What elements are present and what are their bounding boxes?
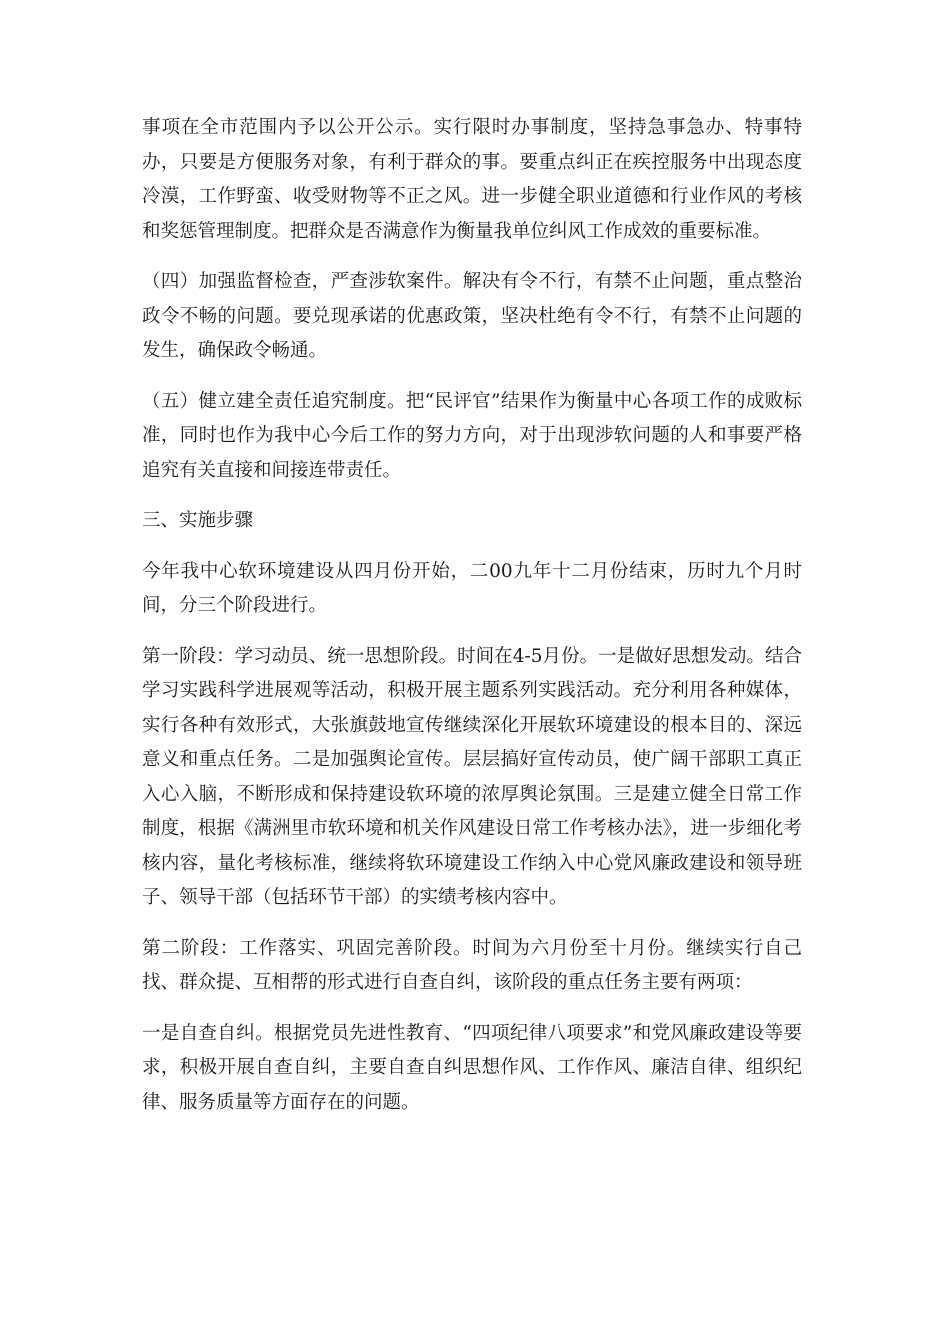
paragraph-self-inspection: 一是自查自纠。根据党员先进性教育、“四项纪律八项要求”和党风廉政建设等要求，积极开展自查自纠，主要自查自纠思想作风、工作作风、廉洁自律、组织纪律、服务质量等方面存在的问题。 (142, 1022, 802, 1113)
paragraph-stage-two: 第二阶段：工作落实、巩固完善阶段。时间为六月份至十月份。继续实行自己找、群众提、互相帮的形式进行自查自纠，该阶段的重点任务主要有两项： (142, 937, 802, 993)
paragraph-stage-one: 第一阶段：学习动员、统一思想阶段。时间在4-5月份。一是做好思想发动。结合学习实践科学进展观等活动，积极开展主题系列实践活动。充分利用各种媒体，实行各种有效形式，大张旗鼓地宣传继续深化开展软环境建设的根本目的、深远意义和重点任务。二是加强舆论宣传。层层搞好宣传动员，使广阔干部职工真正入心入脑，不断形成和保持建设软环境的浓厚舆论氛围。三是建立健全日常工作制度，根据《满洲里市软环境和机关作风建设日常工作考核办法》，进一步细化考核内容，量化考核标准，继续将软环境建设工作纳入中心党风廉政建设和领导班子、领导干部（包括环节干部）的实绩考核内容中。 (142, 645, 802, 908)
paragraph-supervision: （四）加强监督检查，严查涉软案件。解决有令不行，有禁不止问题，重点整治政令不畅的问题。要兑现承诺的优惠政策，坚决杜绝有令不行，有禁不止问题的发生，确保政令畅通。 (142, 271, 802, 361)
paragraph-public-notice: 事项在全市范围内予以公开公示。实行限时办事制度，坚持急事急办、特事特办，只要是方便服务对象，有利于群众的事。要重点纠正在疾控服务中出现态度冷漠，工作野蛮、收受财物等不正之风。进一步健全职业道德和行业作风的考核和奖惩管理制度。把群众是否满意作为衡量我单位纠风工作成效的重要标准。 (142, 117, 802, 242)
section-heading-implementation-steps: 三、实施步骤 (142, 510, 254, 531)
paragraph-timeline: 今年我中心软环境建设从四月份开始，二00九年十二月份结束，历时九个月时间，分三个阶段进行。 (142, 560, 802, 616)
paragraph-accountability: （五）健立建全责任追究制度。把“民评官”结果作为衡量中心各项工作的成败标准，同时也作为我中心今后工作的努力方向，对于出现涉软问题的人和事要严格追究有关直接和间接连带责任。 (142, 390, 802, 481)
document-body (142, 111, 802, 1136)
